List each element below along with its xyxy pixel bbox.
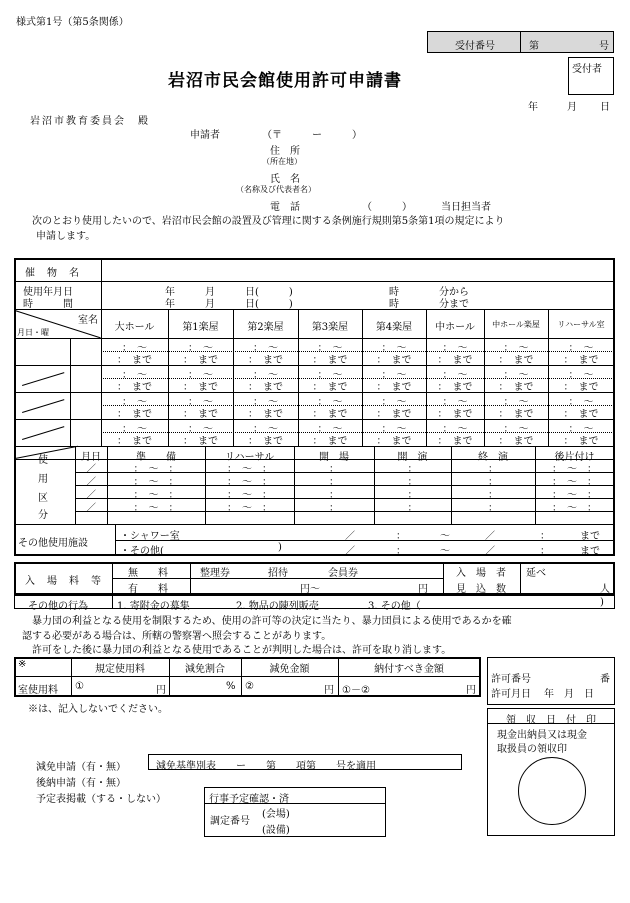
- use-time[interactable]: ：: [407, 464, 418, 475]
- use-date-slash[interactable]: ／: [86, 503, 96, 514]
- applicant-tel-label: 電 話: [270, 202, 300, 213]
- koufu-request[interactable]: 後納申請（有・無）: [36, 778, 126, 789]
- use-time-range[interactable]: ： ～ ：: [552, 477, 597, 488]
- use-time[interactable]: ：: [329, 464, 339, 475]
- slot-start[interactable]: ： ～: [568, 370, 594, 381]
- slot-start[interactable]: ： ～: [568, 397, 594, 408]
- event-name-label: 催 物 名: [25, 268, 80, 279]
- slot-start[interactable]: ： ～: [253, 397, 278, 408]
- slot-end[interactable]: ： まで: [498, 382, 534, 393]
- slot-start[interactable]: ： ～: [253, 343, 278, 354]
- notice-2: 認する必要がある場合は、所轄の警察署へ照会することがあります。: [22, 631, 332, 642]
- stamp-circle: [518, 757, 586, 825]
- event-name-field[interactable]: [104, 260, 612, 282]
- date-line-to[interactable]: 年 月 日( ): [165, 299, 293, 310]
- use-time-range[interactable]: ： ～ ：: [227, 464, 272, 475]
- room-header: 第3楽屋: [311, 322, 349, 333]
- schedule-listing[interactable]: 予定表掲載（する・しない）: [36, 794, 166, 805]
- fee-c3[interactable]: ①－②: [342, 685, 370, 696]
- slot-end[interactable]: ： まで: [248, 409, 283, 420]
- stamp-title: 領 収 日 付 印: [506, 715, 596, 726]
- slot-end[interactable]: ： まで: [376, 382, 412, 393]
- fee-header: 減免割合: [185, 664, 225, 675]
- shower-room[interactable]: ・シャワー室: [120, 531, 180, 542]
- colon: ：: [540, 546, 550, 557]
- slot-end[interactable]: ： まで: [563, 355, 599, 366]
- slash: ／: [485, 531, 495, 542]
- slot-start[interactable]: ： ～: [188, 424, 213, 435]
- fee-yen: 円: [156, 685, 166, 696]
- use-date-slash[interactable]: ／: [86, 464, 96, 475]
- slot-end[interactable]: ： まで: [117, 409, 152, 420]
- slot-start[interactable]: ： ～: [122, 424, 147, 435]
- fee-pct[interactable]: %: [226, 681, 236, 692]
- use-label: 使: [38, 455, 48, 466]
- act-option[interactable]: 1. 寄附金の募集: [117, 601, 190, 612]
- use-header: 開 場: [319, 452, 349, 463]
- slot-start[interactable]: ： ～: [568, 424, 594, 435]
- slot-start[interactable]: ： ～: [317, 343, 343, 354]
- use-label: 区: [38, 493, 48, 504]
- slot-start[interactable]: ： ～: [253, 424, 278, 435]
- slot-start[interactable]: ： ～: [122, 397, 147, 408]
- use-time[interactable]: ：: [329, 503, 339, 514]
- use-header: 月日: [81, 452, 101, 463]
- free-option[interactable]: 無 料: [128, 568, 168, 579]
- room-header: 第4楽屋: [375, 322, 413, 333]
- slot-end[interactable]: ： まで: [248, 355, 283, 366]
- room-header: 第1楽屋: [182, 322, 219, 333]
- slot-end[interactable]: ： まで: [376, 355, 412, 366]
- receipt-number-field[interactable]: [520, 31, 614, 53]
- made: まで: [580, 531, 600, 542]
- applicant-name-label: 氏 名: [270, 174, 300, 185]
- use-time-range[interactable]: ： ～ ：: [133, 490, 179, 501]
- made: まで: [580, 546, 600, 557]
- slash: ／: [345, 546, 355, 557]
- date-month: 月: [567, 102, 577, 113]
- use-time[interactable]: ：: [488, 503, 498, 514]
- applicant-address-sub: （所在地）: [262, 157, 302, 166]
- slot-start[interactable]: ： ～: [381, 370, 407, 381]
- slot-end[interactable]: ： まで: [183, 355, 218, 366]
- use-label: 用: [38, 474, 48, 485]
- time-line-to[interactable]: 時 分まで: [389, 299, 469, 310]
- room-header: 中ホール楽屋: [492, 320, 540, 329]
- contact-person-label: 当日担当者: [441, 202, 491, 213]
- chosei-setsubi[interactable]: (設備): [262, 825, 290, 836]
- permit-ban: 番: [600, 674, 610, 685]
- slot-end[interactable]: ： まで: [563, 382, 599, 393]
- admission-label: 入 場 料 等: [25, 576, 102, 587]
- stamp-note-1: 現金出納員又は現金: [497, 730, 587, 741]
- slot-end[interactable]: ： まで: [498, 409, 534, 420]
- room-header: 大ホール: [114, 322, 155, 333]
- slot-end[interactable]: ： まで: [437, 382, 473, 393]
- room-corner-label: 室名: [78, 315, 98, 326]
- slot-end[interactable]: ： まで: [117, 355, 152, 366]
- addressee: 岩沼市教育委員会 殿: [30, 116, 150, 127]
- colon: ：: [396, 531, 406, 542]
- receptionist-label: 受付者: [572, 64, 602, 75]
- slot-start[interactable]: ： ～: [442, 397, 468, 408]
- room-header: リハーサル室: [557, 320, 605, 329]
- slot-end[interactable]: ： まで: [183, 409, 218, 420]
- slot-end[interactable]: ： まで: [563, 436, 599, 447]
- slash: ／: [485, 546, 495, 557]
- chosei-kaijo[interactable]: (会場): [262, 809, 290, 820]
- slot-end[interactable]: ： まで: [312, 355, 348, 366]
- slot-end[interactable]: ： まで: [117, 436, 152, 447]
- paid-option[interactable]: 有 料: [128, 584, 168, 595]
- use-time[interactable]: ：: [329, 477, 339, 488]
- slot-end[interactable]: ： まで: [248, 436, 283, 447]
- use-time-range[interactable]: ： ～ ：: [133, 477, 179, 488]
- slot-end[interactable]: ： まで: [437, 355, 473, 366]
- fee-row-label: 室使用料: [18, 685, 58, 696]
- slot-start[interactable]: ： ～: [317, 424, 343, 435]
- fee-yen: 円: [324, 685, 334, 696]
- visitors-label: 入 場 者: [456, 568, 506, 579]
- receipt-number-label-cell: [427, 31, 521, 53]
- use-time[interactable]: ：: [407, 477, 418, 488]
- fee-mark: ※: [18, 659, 27, 670]
- applicant-name-sub: （名称及び代表者名）: [236, 185, 316, 194]
- other-facility-close: ): [278, 542, 282, 553]
- applicant-zip[interactable]: （〒 ー ）: [262, 130, 362, 141]
- slot-end[interactable]: ： まで: [117, 382, 152, 393]
- slot-start[interactable]: ： ～: [442, 343, 468, 354]
- slot-start[interactable]: ： ～: [442, 424, 468, 435]
- slot-end[interactable]: ： まで: [498, 355, 534, 366]
- slot-end[interactable]: ： まで: [183, 436, 218, 447]
- applicant-address-label: 住 所: [270, 146, 300, 157]
- colon: ：: [396, 546, 406, 557]
- use-time-range[interactable]: ： ～ ：: [133, 464, 179, 475]
- tilde: ～: [440, 531, 450, 542]
- slot-start[interactable]: ： ～: [188, 343, 213, 354]
- act-close: ): [600, 597, 604, 608]
- use-header: 準 備: [136, 452, 176, 463]
- slot-end[interactable]: ： まで: [563, 409, 599, 420]
- receipt-number-label: 受付番号: [455, 41, 495, 52]
- fee-c1[interactable]: ①: [75, 681, 84, 692]
- slot-end[interactable]: ： まで: [376, 436, 412, 447]
- slot-start[interactable]: ： ～: [381, 343, 407, 354]
- applicant-tel-paren[interactable]: （ ）: [362, 202, 412, 213]
- slot-start[interactable]: ： ～: [503, 397, 529, 408]
- colon: ：: [540, 531, 550, 542]
- ticket-type[interactable]: 整理券: [200, 568, 230, 579]
- visitors-unit: 人: [600, 584, 610, 595]
- permit-date-value[interactable]: 年 月 日: [544, 689, 594, 700]
- form-number: 様式第1号（第5条関係）: [16, 17, 129, 28]
- room-header: 第2楽屋: [247, 322, 284, 333]
- use-time[interactable]: ：: [407, 490, 418, 501]
- day-corner-label: 月日・曜: [17, 328, 49, 337]
- slot-start[interactable]: ： ～: [317, 397, 343, 408]
- price-range[interactable]: 円～: [300, 584, 320, 595]
- slot-start[interactable]: ： ～: [381, 424, 407, 435]
- slot-start[interactable]: ： ～: [317, 370, 343, 381]
- visitors-nobe: 延べ: [526, 568, 546, 579]
- use-time-range[interactable]: ： ～ ：: [227, 490, 272, 501]
- intro-text-1: 次のとおり使用したいので、岩沼市民会館の設置及び管理に関する条例施行規則第5条第1項の規定により: [22, 216, 505, 227]
- schedule-confirm[interactable]: 行事予定確認・済: [209, 794, 289, 805]
- use-time-range[interactable]: ： ～ ：: [552, 503, 597, 514]
- act-option[interactable]: 3. その他（: [368, 601, 421, 612]
- slot-end[interactable]: ： まで: [498, 436, 534, 447]
- use-date-slash[interactable]: ／: [86, 477, 96, 488]
- genmen-request[interactable]: 減免申請（有・無）: [36, 762, 126, 773]
- slash: ／: [345, 531, 355, 542]
- ticket-type[interactable]: 招待: [268, 568, 288, 579]
- use-time-range[interactable]: ： ～ ：: [227, 477, 272, 488]
- use-time-range[interactable]: ： ～ ：: [552, 490, 597, 501]
- use-header: リハーサル: [224, 452, 275, 463]
- fee-yen: 円: [466, 685, 476, 696]
- act-option[interactable]: 2. 物品の陳列販売: [236, 601, 319, 612]
- slot-end[interactable]: ： まで: [437, 436, 473, 447]
- slot-start[interactable]: ： ～: [503, 343, 529, 354]
- use-time-range[interactable]: ： ～ ：: [552, 464, 597, 475]
- slot-start[interactable]: ： ～: [503, 424, 529, 435]
- use-time[interactable]: ：: [488, 490, 498, 501]
- other-facilities-label: その他使用施設: [18, 538, 88, 549]
- use-time-range[interactable]: ： ～ ：: [133, 503, 179, 514]
- time-line-from[interactable]: 時 分から: [389, 287, 469, 298]
- genmen-box[interactable]: [148, 754, 462, 770]
- slot-start[interactable]: ： ～: [568, 343, 594, 354]
- stamp-note-2: 取扱員の領収印: [497, 744, 567, 755]
- slot-start[interactable]: ： ～: [122, 343, 147, 354]
- slot-start[interactable]: ： ～: [188, 370, 213, 381]
- use-time-range[interactable]: ： ～ ：: [227, 503, 272, 514]
- use-label: 分: [38, 510, 48, 521]
- fee-header: 減免金額: [269, 664, 310, 675]
- price-yen: 円: [418, 584, 428, 595]
- date-day: 日: [600, 102, 610, 113]
- time-label: 時 間: [23, 299, 73, 310]
- slot-start[interactable]: ： ～: [442, 370, 468, 381]
- use-time[interactable]: ：: [488, 464, 498, 475]
- receptionist-stamp-box[interactable]: [568, 57, 614, 95]
- visitors-field[interactable]: [522, 578, 596, 592]
- date-label: 使用年月日: [23, 287, 73, 298]
- notice-1: 暴力団の利益となる使用を制限するため、使用の許可等の決定に当たり、暴力団員による使用であるかを確: [22, 616, 512, 627]
- permit-date-label: 許可月日: [491, 689, 531, 700]
- visitors-label-2: 見 込 数: [456, 584, 506, 595]
- slot-end[interactable]: ： まで: [437, 409, 473, 420]
- page-title: 岩沼市民会館使用許可申請書: [168, 71, 402, 91]
- other-facility[interactable]: ・その他(: [120, 546, 164, 557]
- use-header: 終 演: [478, 452, 508, 463]
- use-time[interactable]: ：: [407, 503, 418, 514]
- fee-header: 納付すべき金額: [374, 664, 444, 675]
- receipt-go: 号: [599, 41, 609, 52]
- use-time[interactable]: ：: [488, 477, 498, 488]
- use-time[interactable]: ：: [329, 490, 339, 501]
- slot-start[interactable]: ： ～: [503, 370, 529, 381]
- date-line-from[interactable]: 年 月 日( ): [165, 287, 293, 298]
- slot-start[interactable]: ： ～: [381, 397, 407, 408]
- receipt-dai: 第: [529, 41, 539, 52]
- fee-c2[interactable]: ②: [245, 681, 254, 692]
- slot-end[interactable]: ： まで: [312, 382, 348, 393]
- slot-end[interactable]: ： まで: [312, 436, 348, 447]
- other-acts-label: その他の行為: [28, 601, 88, 612]
- slot-start[interactable]: ： ～: [253, 370, 278, 381]
- slot-start[interactable]: ： ～: [122, 370, 147, 381]
- permit-no-label: 許可番号: [491, 674, 531, 685]
- slot-end[interactable]: ： まで: [376, 409, 412, 420]
- use-date-slash[interactable]: ／: [86, 490, 96, 501]
- chosei-label: 調定番号: [210, 816, 250, 827]
- date-year: 年: [528, 102, 538, 113]
- intro-text-2: 申請します。: [36, 231, 96, 242]
- use-header: 後片付け: [554, 452, 595, 463]
- slot-start[interactable]: ： ～: [188, 397, 213, 408]
- fee-note: ※は、記入しないでください。: [28, 704, 168, 715]
- slot-end[interactable]: ： まで: [312, 409, 348, 420]
- notice-3: 許可をした後に暴力団の利益となる使用であることが判明した場合は、許可を取り消します。: [22, 645, 452, 656]
- genmen-box-text: 減免基準別表 ー 第 項第 号を適用: [156, 761, 376, 772]
- ticket-type[interactable]: 会員券: [328, 568, 358, 579]
- use-header: 開 演: [397, 452, 428, 463]
- applicant-label: 申請者: [190, 130, 220, 141]
- slot-end[interactable]: ： まで: [183, 382, 218, 393]
- room-header: 中ホール: [435, 322, 475, 333]
- fee-header: 規定使用料: [95, 664, 145, 675]
- slot-end[interactable]: ： まで: [248, 382, 283, 393]
- tilde: ～: [440, 546, 450, 557]
